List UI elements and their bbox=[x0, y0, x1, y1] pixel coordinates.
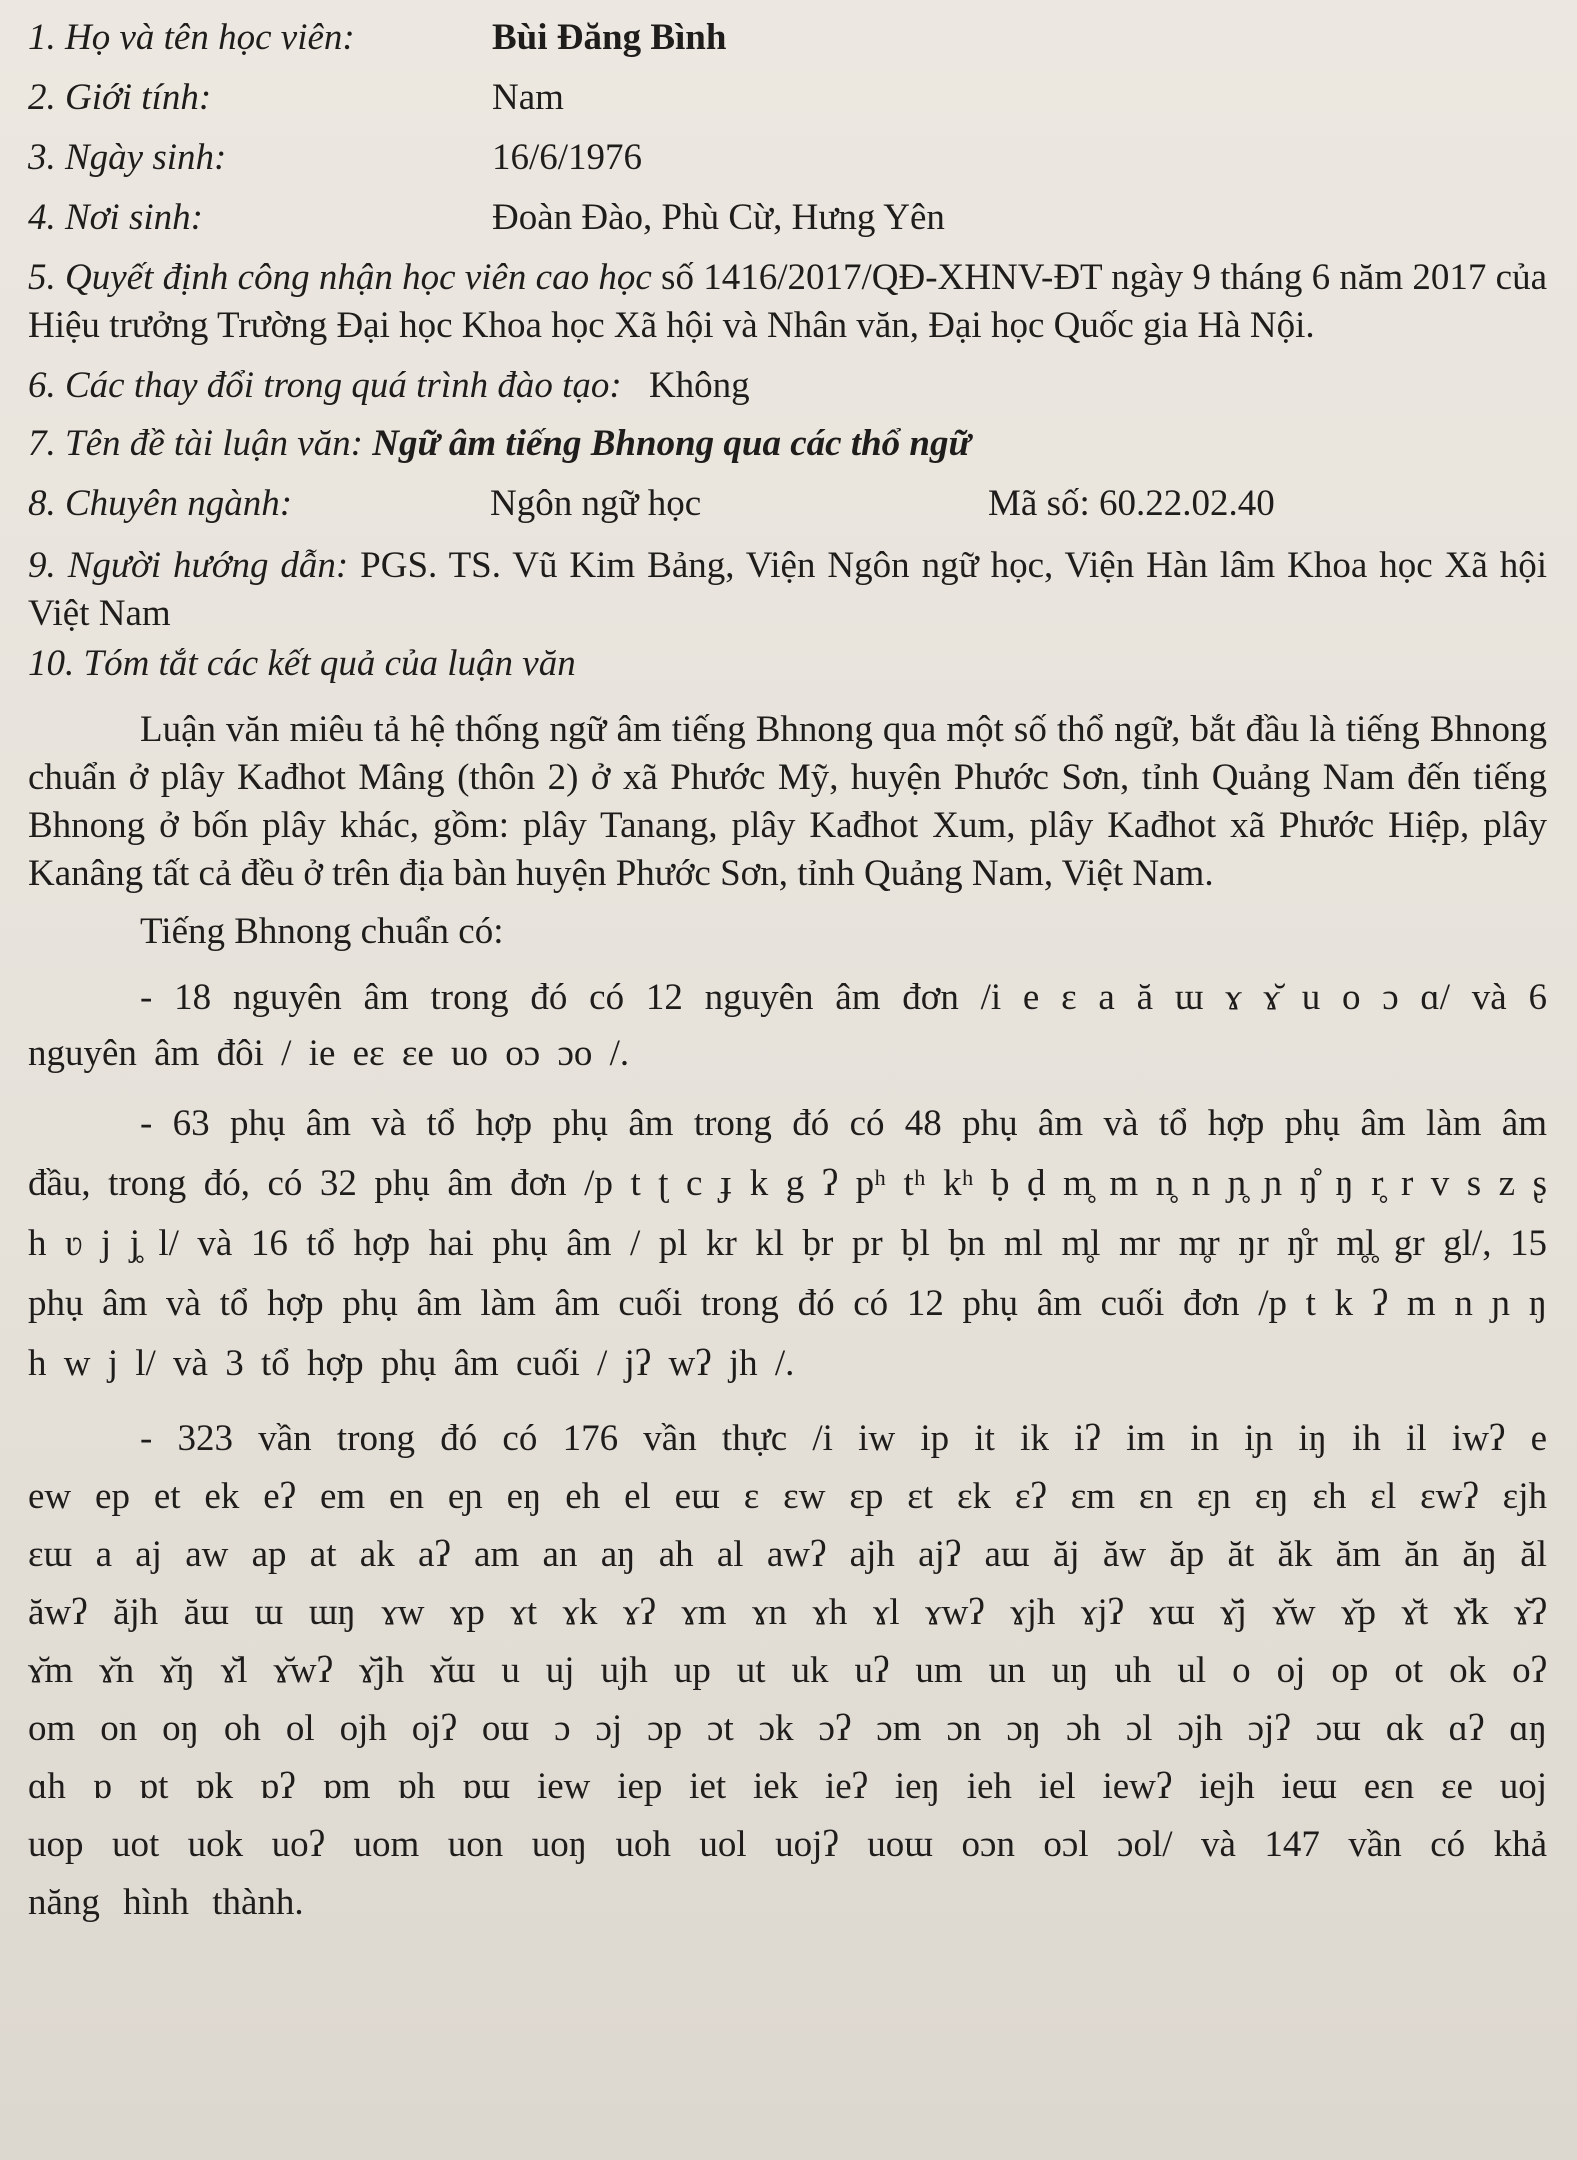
gender-value: Nam bbox=[492, 77, 564, 118]
field-label: 7. Tên đề tài luận văn: bbox=[28, 423, 364, 464]
field-label: 6. Các thay đổi trong quá trình đào tạo: bbox=[28, 365, 622, 406]
field-student-name bbox=[28, 14, 1547, 74]
field-label: 2. Giới tính: bbox=[28, 77, 212, 118]
field-gender bbox=[28, 74, 1547, 134]
field-major bbox=[28, 480, 1547, 528]
field-supervisor bbox=[28, 542, 1547, 638]
field-label: 4. Nơi sinh: bbox=[28, 197, 203, 238]
training-changes-value: Không bbox=[648, 365, 750, 406]
field-birth-place bbox=[28, 194, 1547, 254]
student-name: Bùi Đăng Bình bbox=[492, 17, 727, 58]
field-thesis-title bbox=[28, 420, 1547, 468]
major-code: Mã số: 60.22.02.40 bbox=[988, 483, 1275, 524]
summary-paragraph: Luận văn miêu tả hệ thống ngữ âm tiếng Bhnong qua một số thổ ngữ, bắt đầu là tiếng Bhnong chuẩn ở plây Kađhot Mâng (thôn 2) ở xã Phước Mỹ, huyện Phước Sơn, tỉnh Quảng Nam đến tiếng Bhnong ở bốn plây khác, gồm: plây Tanang, plây Kađhot Xum, plây Kađhot xã Phước Hiệp, plây Kanâng tất cả đều ở trên địa bàn huyện Phước Sơn, tỉnh Quảng Nam, Việt Nam. bbox=[28, 709, 1547, 894]
birth-place-value: Đoàn Đào, Phù Cừ, Hưng Yên bbox=[492, 197, 945, 238]
birth-date-value: 16/6/1976 bbox=[492, 137, 643, 178]
field-training-changes bbox=[28, 362, 1547, 410]
vowel-paragraph: - 18 nguyên âm trong đó có 12 nguyên âm đơn /i e ɛ a ă ɯ ɤ ɤ̆ u o ɔ ɑ/ và 6 nguyên âm đôi / ie eɛ ɛe uo oɔ ɔo /. bbox=[28, 977, 1547, 1074]
thesis-title-value: Ngữ âm tiếng Bhnong qua các thổ ngữ bbox=[372, 423, 971, 464]
field-birth-date bbox=[28, 134, 1547, 194]
field-label: 5. Quyết định công nhận học viên cao học bbox=[28, 257, 652, 298]
admission-decision-text: số 1416/2017/QĐ-XHNV-ĐT ngày 9 tháng 6 năm 2017 của Hiệu trưởng Trường Đại học Khoa học Xã hội và Nhân văn, Đại học Quốc gia Hà Nội. bbox=[28, 257, 1547, 346]
field-label: 3. Ngày sinh: bbox=[28, 137, 227, 178]
field-label: 8. Chuyên ngành: bbox=[28, 483, 293, 524]
major-value: Ngôn ngữ học bbox=[490, 483, 702, 524]
field-label: 9. Người hướng dẫn: bbox=[28, 545, 349, 586]
field-label: 1. Họ và tên học viên: bbox=[28, 17, 355, 58]
consonant-paragraph: - 63 phụ âm và tổ hợp phụ âm trong đó có 48 phụ âm và tổ hợp phụ âm làm âm đầu, trong đó, có 32 phụ âm đơn /p t ʈ c ɟ k g ʔ pʰ tʰ kʰ ḅ ḍ m̥ m n̥ n ɲ̥ ɲ ŋ̊ ŋ r̥ r v s z ʂ h ʋ j j̥ l/ và 16 tổ hợp hai phụ âm / pl kr kl ḅr pr ḅl ḅn ml m̥l mr m̥r ŋr ŋ̊r m̥l̥ gr gl/, 15 phụ âm và tổ hợp phụ âm làm âm cuối trong đó có 12 phụ âm cuối đơn /p t k ʔ m n ɲ ŋ h w j l/ và 3 tổ hợp phụ âm cuối / jʔ wʔ jh /. bbox=[28, 1103, 1547, 1384]
rhyme-paragraph: - 323 vần trong đó có 176 vần thực /i iw ip it ik iʔ im in iɲ iŋ ih il iwʔ e ew ep et ek eʔ em en eɲ eŋ eh el eɯ ɛ ɛw ɛp ɛt ɛk ɛʔ ɛm ɛn ɛɲ ɛŋ ɛh ɛl ɛwʔ ɛjh ɛɯ a aj aw ap at ak aʔ am an aŋ ah al awʔ ajh ajʔ aɯ ăj ăw ăp ăt ăk ăm ăn ăŋ ăl ăwʔ ăjh ăɯ ɯ ɯŋ ɤw ɤp ɤt ɤk ɤʔ ɤm ɤn ɤh ɤl ɤwʔ ɤjh ɤjʔ ɤɯ ɤ̆j ɤ̆w ɤ̆p ɤ̆t ɤ̆k ɤ̆ʔ ɤ̆m ɤ̆n ɤ̆ŋ ɤ̆l ɤ̆wʔ ɤ̆jh ɤ̆ɯ u uj ujh up ut uk uʔ um un uŋ uh ul o oj op ot ok oʔ om on oŋ oh ol ojh ojʔ oɯ ɔ ɔj ɔp ɔt ɔk ɔʔ ɔm ɔn ɔŋ ɔh ɔl ɔjh ɔjʔ ɔɯ ɑk ɑʔ ɑŋ ɑh ɒ ɒt ɒk ɒʔ ɒm ɒh ɒɯ iew iep iet iek ieʔ ieŋ ieh iel iewʔ iejh ieɯ eɛn ɛe uoj uop uot uok uoʔ uom uon uoŋ uoh uol uojʔ uoɯ oɔn oɔl ɔol/ và 147 vần có khả năng hình thành. bbox=[28, 1418, 1547, 1923]
summary-heading: 10. Tóm tắt các kết quả của luận văn bbox=[28, 643, 576, 684]
supervisor-text: PGS. TS. Vũ Kim Bảng, Viện Ngôn ngữ học, Viện Hàn lâm Khoa học Xã hội Việt Nam bbox=[28, 545, 1547, 634]
standard-bhnong-heading: Tiếng Bhnong chuẩn có: bbox=[140, 911, 504, 952]
field-admission-decision bbox=[28, 254, 1547, 350]
